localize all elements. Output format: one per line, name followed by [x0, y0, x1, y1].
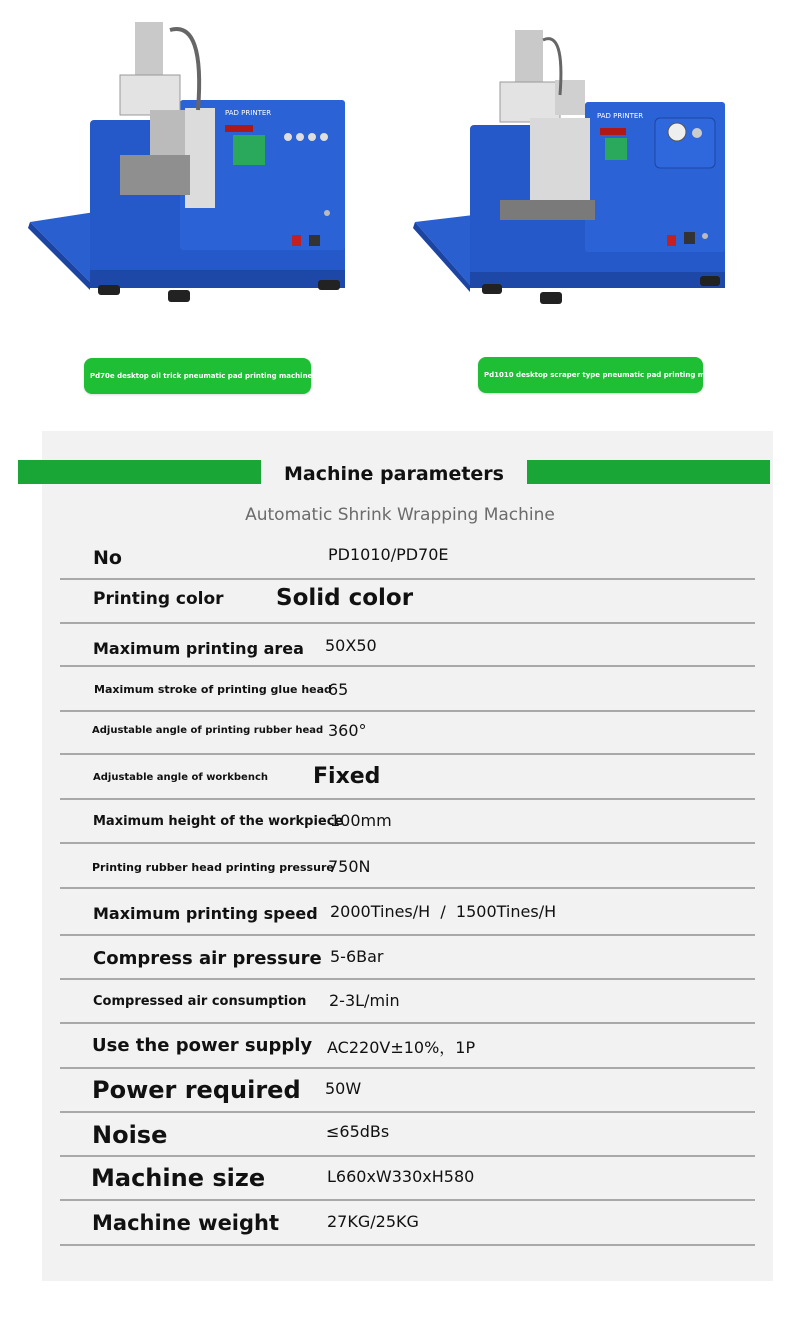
- title-bar-left: [18, 460, 261, 484]
- param-row: [60, 536, 755, 580]
- product-gallery: [0, 0, 800, 430]
- param-row: [60, 624, 755, 667]
- param-row: [60, 980, 755, 1024]
- param-label: Maximum height of the workpiece: [93, 814, 344, 829]
- param-row: [60, 844, 755, 889]
- param-label: Noise: [92, 1121, 168, 1149]
- param-label: Printing rubber head printing pressure: [92, 861, 334, 874]
- param-value: 50W: [325, 1079, 362, 1098]
- param-label: Machine size: [91, 1164, 266, 1192]
- param-label: Machine weight: [92, 1211, 280, 1235]
- param-row: [60, 755, 755, 800]
- param-row: [60, 936, 755, 980]
- pd1010-machine-image: [405, 0, 785, 350]
- param-label: Use the power supply: [92, 1035, 313, 1056]
- title-bar-right: [527, 460, 770, 484]
- param-value: ≤65dBs: [326, 1122, 390, 1141]
- param-label: Power required: [92, 1076, 301, 1104]
- param-row: [60, 1201, 755, 1246]
- product-pd70e: [20, 0, 400, 400]
- product-caption-pd70e: Pd70e desktop oil trick pneumatic pad printing machine: [84, 358, 311, 394]
- param-row: [60, 889, 755, 936]
- param-row: [60, 1069, 755, 1113]
- param-value: AC220V±10%，1P: [327, 1038, 476, 1057]
- section-subtitle: Automatic Shrink Wrapping Machine: [245, 505, 555, 525]
- param-value: 2-3L/min: [329, 991, 400, 1010]
- param-label: Compressed air consumption: [93, 994, 307, 1009]
- param-row: [60, 1024, 755, 1069]
- param-value: 27KG/25KG: [327, 1212, 419, 1231]
- param-value: 5-6Bar: [330, 947, 384, 966]
- param-value: 750N: [328, 857, 371, 876]
- param-label: Maximum printing area: [93, 639, 304, 658]
- param-value: 50X50: [325, 636, 377, 655]
- param-value: 100mm: [330, 811, 392, 830]
- param-row: [60, 712, 755, 755]
- param-value: 65: [328, 680, 349, 699]
- param-row: [60, 800, 755, 844]
- param-row: [60, 580, 755, 624]
- product-caption-pd1010: Pd1010 desktop scraper type pneumatic pad printing machine: [478, 357, 703, 393]
- machine-panel-label-2: PAD PRINTER: [597, 112, 644, 120]
- param-label: Printing color: [93, 589, 224, 609]
- param-value: 360°: [328, 721, 367, 740]
- param-label: Adjustable angle of workbench: [93, 772, 268, 783]
- machine-panel-label: PAD PRINTER: [225, 109, 272, 117]
- param-value: L660xW330xH580: [327, 1167, 475, 1186]
- param-label: Maximum printing speed: [93, 904, 318, 923]
- param-label: Compress air pressure: [93, 948, 322, 969]
- section-title: Machine parameters: [283, 463, 504, 485]
- param-row: [60, 1113, 755, 1157]
- param-label: No: [93, 547, 122, 569]
- pd70e-machine-image: [20, 0, 400, 350]
- param-value: Solid color: [276, 585, 414, 611]
- param-value: 2000Tines/H / 1500Tines/H: [330, 902, 557, 921]
- param-row: [60, 1157, 755, 1201]
- param-value: Fixed: [313, 764, 381, 789]
- product-pd1010: [405, 0, 785, 400]
- param-row: [60, 667, 755, 712]
- param-value: PD1010/PD70E: [328, 545, 449, 564]
- param-label: Adjustable angle of printing rubber head: [92, 725, 324, 736]
- param-label: Maximum stroke of printing glue head: [94, 683, 332, 696]
